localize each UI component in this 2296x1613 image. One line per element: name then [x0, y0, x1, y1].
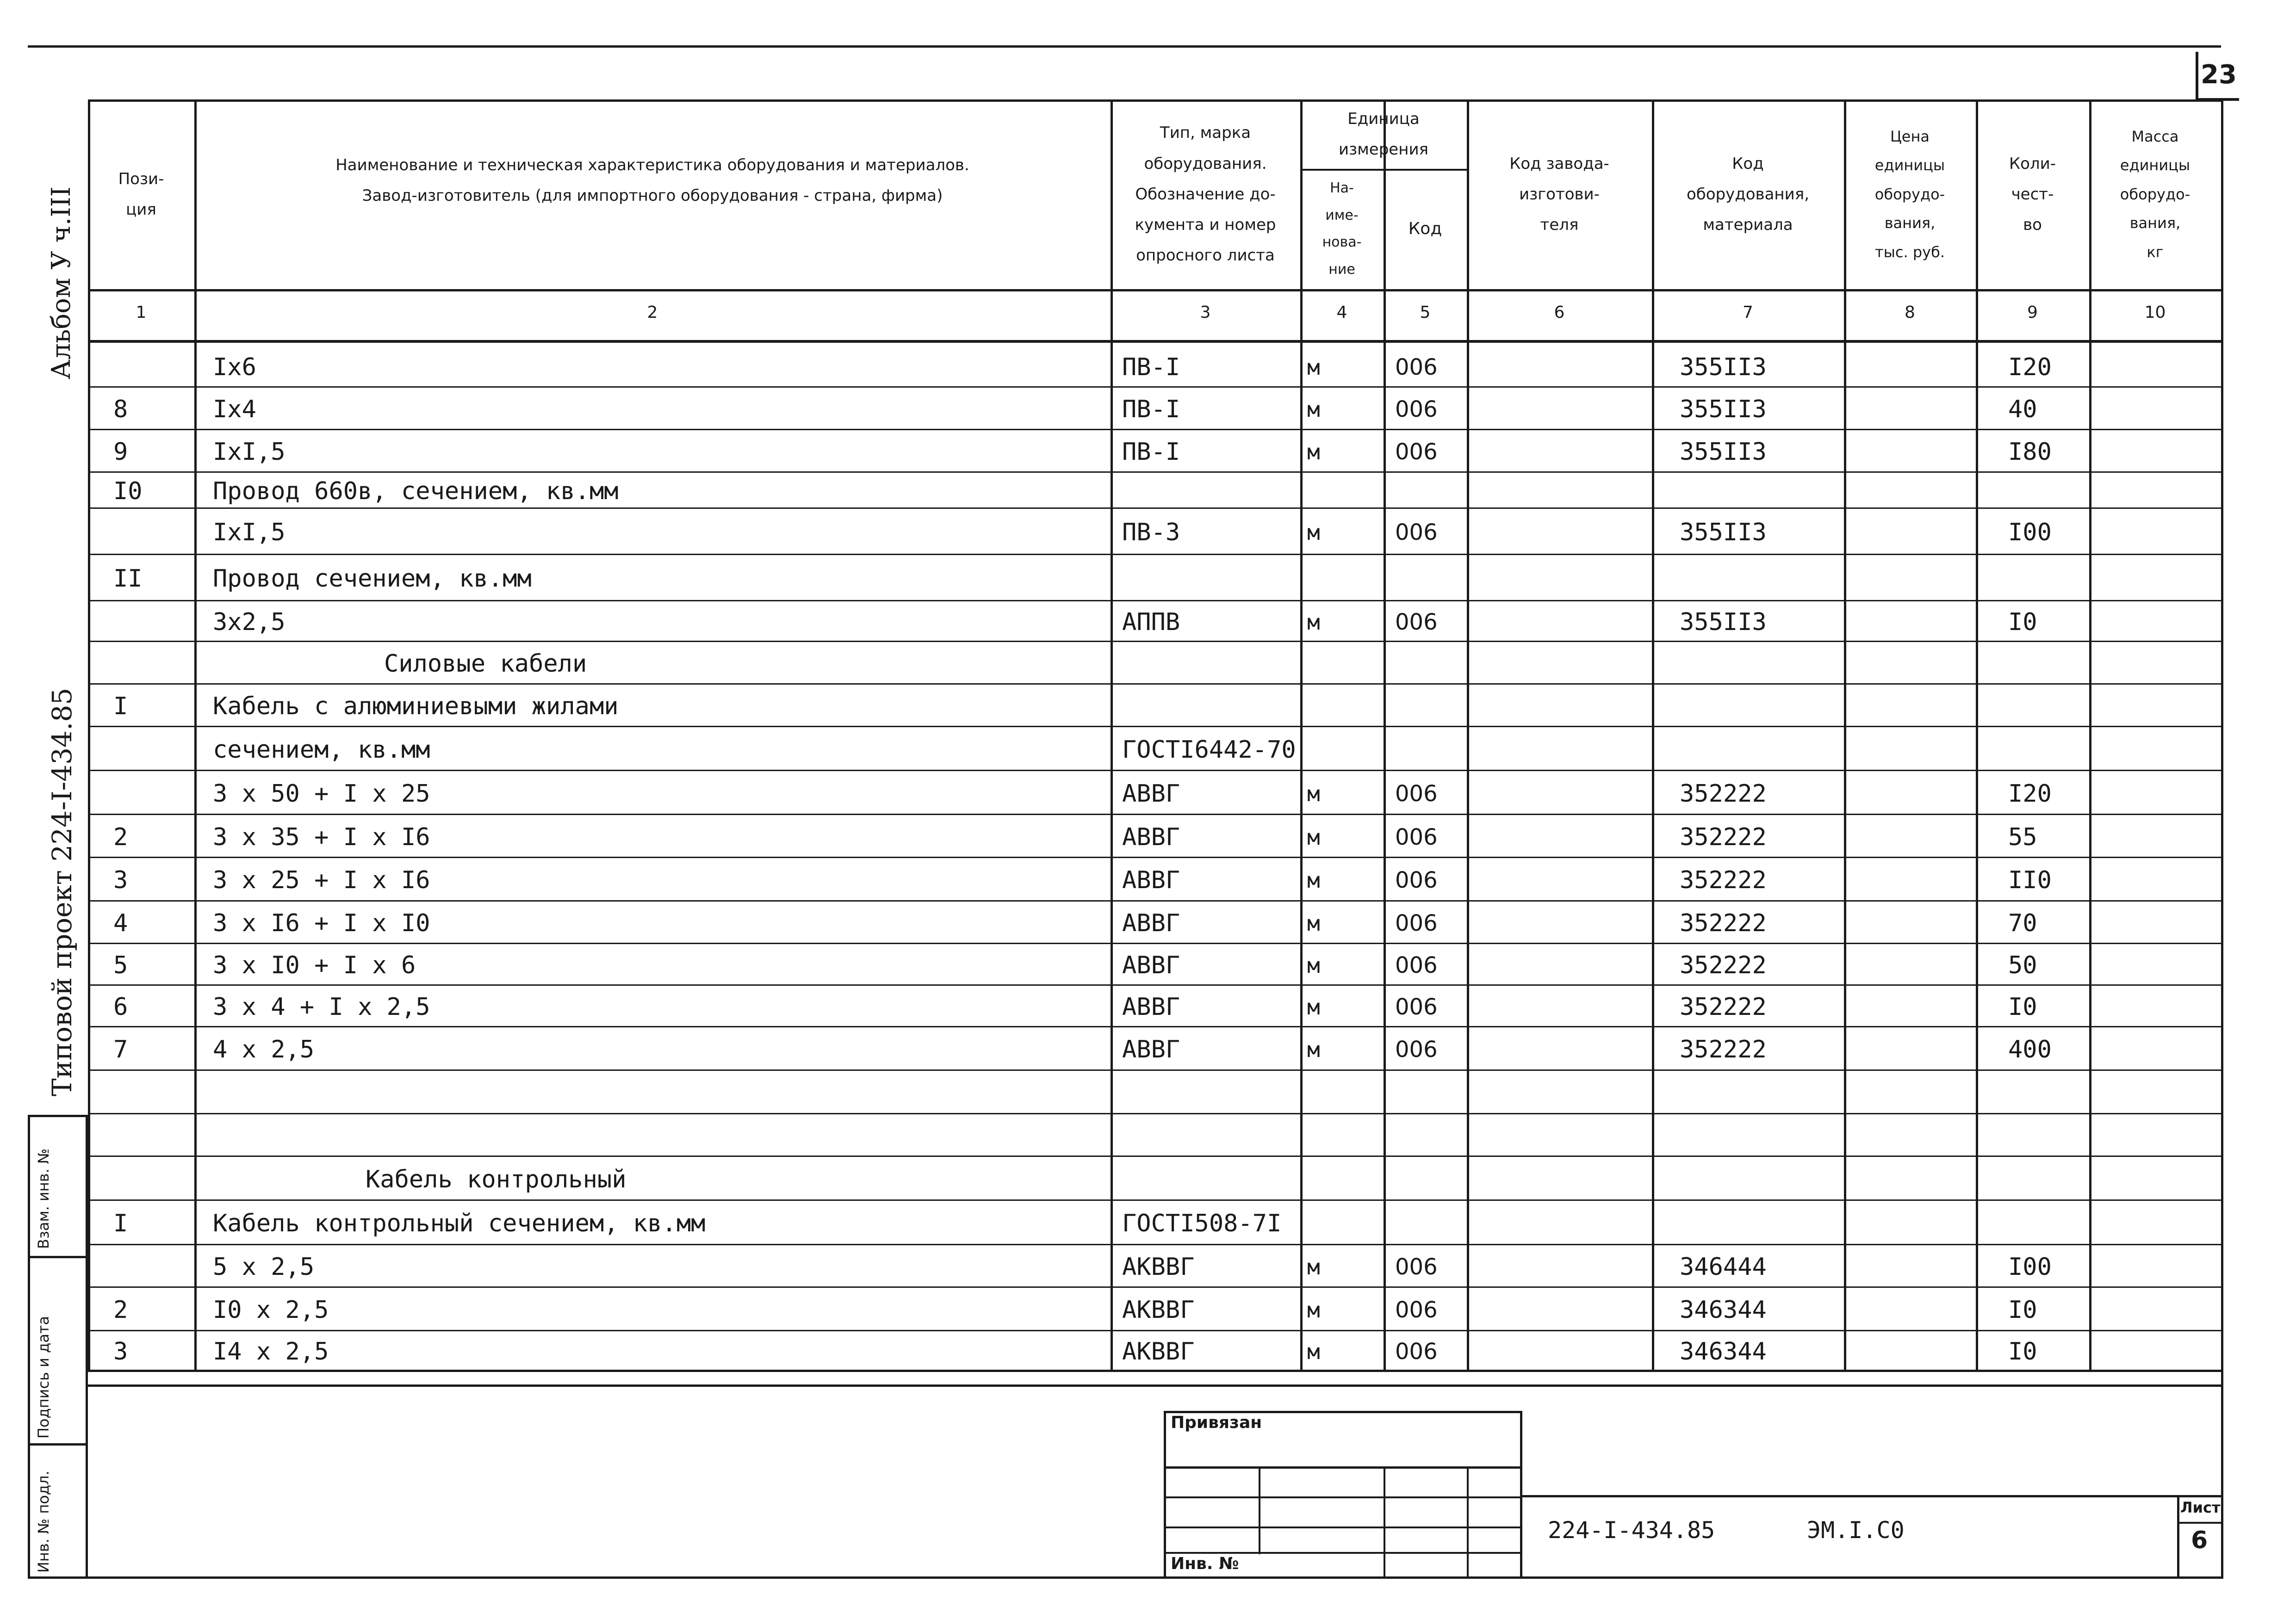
row-equip-code: 355II3 [1680, 608, 1767, 636]
sheet-box-sep [2177, 1522, 2223, 1524]
row-position: 3 [113, 1338, 128, 1366]
header-unit-name: На- име- нова- ние [1322, 180, 1362, 278]
numbers-bottom [88, 340, 2223, 343]
row-equip-code: 352222 [1680, 909, 1767, 937]
header-name: Наименование и техническая характеристика оборудования и материалов. Завод-изготовитель (для импортного оборудования - страна, фирма) [335, 155, 969, 205]
row-position: 8 [113, 396, 128, 423]
row-unit: м [1307, 1339, 1320, 1364]
row-qty: II0 [2008, 866, 2052, 894]
row-equip-code: 352222 [1680, 866, 1767, 894]
row-name: Ix6 [213, 353, 256, 381]
row-position: 6 [113, 993, 128, 1021]
row-type: АВВГ [1122, 1036, 1180, 1063]
row-position: 4 [113, 909, 128, 937]
row-equip-code: 352222 [1680, 779, 1767, 808]
row-name: IxI,5 [213, 438, 285, 466]
privyazan-col-1 [1259, 1466, 1260, 1554]
row-type: ГОСТI6442-70 [1122, 735, 1296, 764]
row-unit: м [1307, 520, 1320, 545]
header-unit-code: Код [1408, 219, 1442, 238]
row-type: АППВ [1122, 608, 1180, 636]
row-name: I4 x 2,5 [213, 1338, 329, 1366]
column-number: 1 [136, 303, 147, 322]
header-bottom [88, 289, 2223, 291]
row-position: 2 [113, 823, 128, 851]
row-unit-code: 006 [1395, 1297, 1438, 1323]
column-number: 9 [2027, 303, 2038, 322]
privyazan-label: Привязан [1171, 1413, 1262, 1432]
row-name: Провод сечением, кв.мм [213, 565, 532, 593]
row-qty: I0 [2008, 1338, 2037, 1366]
row-name: 3 x 35 + I x I6 [213, 823, 430, 851]
row-type: ПВ-I [1122, 438, 1180, 466]
row-qty: I0 [2008, 1296, 2037, 1324]
column-number: 3 [1200, 303, 1211, 322]
row-unit: м [1307, 1298, 1320, 1323]
row-name: IxI,5 [213, 519, 285, 546]
row-qty: I0 [2008, 608, 2037, 636]
row-equip-code: 355II3 [1680, 519, 1767, 546]
row-qty: I0 [2008, 993, 2037, 1021]
inv-label: Инв. № подл. [35, 1471, 52, 1573]
row-unit: м [1307, 439, 1320, 464]
header-position: Пози- ция [118, 169, 164, 219]
row-position: I [113, 692, 128, 720]
row-position: 2 [113, 1296, 128, 1324]
header-qty: Коли- чест- во [2009, 154, 2056, 235]
row-unit-code: 006 [1395, 519, 1438, 545]
row-equip-code: 352222 [1680, 952, 1767, 979]
column-number: 2 [647, 303, 658, 322]
row-position: II [113, 565, 143, 593]
privyazan-col-2 [1384, 1466, 1385, 1577]
stamp-top-outer [88, 1384, 2223, 1387]
row-unit-code: 006 [1395, 354, 1438, 380]
row-unit: м [1307, 868, 1320, 893]
row-unit-code: 006 [1395, 609, 1438, 635]
column-number: 10 [2144, 303, 2166, 322]
row-unit: м [1307, 355, 1320, 380]
row-type: АКВВГ [1122, 1338, 1195, 1366]
sheet-number: 6 [2191, 1526, 2208, 1554]
row-unit-code: 006 [1395, 1037, 1438, 1063]
row-qty: I00 [2008, 519, 2052, 546]
album-label: Альбом У ч.III [46, 186, 76, 379]
header-equip-code: Код оборудования, материала [1686, 154, 1810, 235]
row-equip-code: 352222 [1680, 1036, 1767, 1063]
row-name: 3 x 25 + I x I6 [213, 866, 430, 894]
row-name: Ix4 [213, 396, 256, 423]
row-type: ГОСТI508-7I [1122, 1210, 1282, 1237]
side-strip-sep-1 [28, 1115, 88, 1117]
row-qty: 400 [2008, 1036, 2052, 1063]
header-price: Цена единицы оборудо- вания, тыс. руб. [1874, 128, 1945, 261]
column-number: 4 [1336, 303, 1347, 322]
section-heading: Силовые кабели [384, 650, 587, 678]
row-unit-code: 006 [1395, 867, 1438, 893]
page-number: 23 [2196, 52, 2239, 101]
row-unit: м [1307, 781, 1320, 806]
inv-no-label: Инв. № [1171, 1554, 1239, 1573]
row-position: 7 [113, 1036, 128, 1063]
row-type: АВВГ [1122, 993, 1180, 1021]
sheet-box-left [2177, 1495, 2179, 1578]
project-label: Типовой проект 224-I-434.85 [46, 687, 78, 1096]
side-strip-sep-3 [28, 1443, 88, 1446]
top-rule [28, 45, 2221, 48]
row-equip-code: 355II3 [1680, 396, 1767, 423]
row-equip-code: 352222 [1680, 993, 1767, 1021]
row-unit-code: 006 [1395, 910, 1438, 936]
column-number: 5 [1420, 303, 1431, 322]
table-row [88, 1113, 2221, 1156]
row-equip-code: 355II3 [1680, 353, 1767, 381]
row-name: сечением, кв.мм [213, 735, 430, 764]
row-unit-code: 006 [1395, 780, 1438, 807]
table-bottom [88, 1370, 2221, 1372]
row-name: 3x2,5 [213, 608, 285, 636]
page-bottom [28, 1576, 2223, 1579]
row-unit-code: 006 [1395, 1254, 1438, 1280]
row-name: 3 x 50 + I x 25 [213, 779, 430, 808]
row-equip-code: 346444 [1680, 1253, 1767, 1281]
row-equip-code: 352222 [1680, 823, 1767, 851]
sheet-label: Лист [2180, 1499, 2221, 1516]
row-name: Кабель с алюминиевыми жилами [213, 692, 619, 720]
row-type: АВВГ [1122, 909, 1180, 937]
row-qty: I00 [2008, 1253, 2052, 1281]
row-qty: I80 [2008, 438, 2052, 466]
privyazan-col-3 [1467, 1466, 1469, 1577]
row-name: Кабель контрольный сечением, кв.мм [213, 1210, 706, 1237]
row-position: I0 [113, 477, 143, 505]
row-name: I0 x 2,5 [213, 1296, 329, 1324]
header-type: Тип, марка оборудования. Обозначение до- кумента и номер опросного листа [1135, 124, 1276, 265]
row-unit-code: 006 [1395, 396, 1438, 422]
row-position: I [113, 1210, 128, 1237]
row-name: Провод 660в, сечением, кв.мм [213, 477, 619, 505]
row-unit: м [1307, 610, 1320, 635]
row-type: ПВ-I [1122, 353, 1180, 381]
row-qty: 40 [2008, 396, 2037, 423]
row-equip-code: 346344 [1680, 1296, 1767, 1324]
row-qty: 70 [2008, 909, 2037, 937]
row-unit: м [1307, 953, 1320, 978]
doc-code: 224-I-434.85 [1548, 1517, 1715, 1544]
row-position: 9 [113, 438, 128, 466]
row-type: АВВГ [1122, 823, 1180, 851]
row-name: 3 x I0 + I x 6 [213, 952, 416, 979]
row-unit-code: 006 [1395, 1339, 1438, 1365]
row-unit: м [1307, 824, 1320, 850]
row-type: АКВВГ [1122, 1296, 1195, 1324]
row-type: ПВ-I [1122, 396, 1180, 423]
row-name: 5 x 2,5 [213, 1253, 315, 1281]
podpis-label: Подпись и дата [35, 1316, 52, 1439]
doc-mark: ЭМ.I.С0 [1807, 1517, 1905, 1544]
row-qty: I20 [2008, 353, 2052, 381]
column-number: 6 [1554, 303, 1565, 322]
row-qty: 55 [2008, 823, 2037, 851]
header-maker-code: Код завода- изготови- теля [1509, 154, 1609, 235]
column-number: 8 [1905, 303, 1915, 322]
row-equip-code: 346344 [1680, 1338, 1767, 1366]
row-type: АВВГ [1122, 952, 1180, 979]
stamp-right-border [2221, 1384, 2223, 1579]
vzam-label: Взам. инв. № [35, 1148, 52, 1249]
side-strip-sep-2 [28, 1256, 88, 1258]
row-unit: м [1307, 911, 1320, 936]
row-type: ПВ-3 [1122, 519, 1180, 546]
row-name: 4 x 2,5 [213, 1036, 315, 1063]
row-name: 3 x I6 + I x I0 [213, 909, 430, 937]
row-type: АВВГ [1122, 779, 1180, 808]
row-position: 5 [113, 952, 128, 979]
column-number: 7 [1743, 303, 1753, 322]
side-strip-outer [28, 1115, 30, 1577]
table-row [88, 1069, 2221, 1113]
header-unit-group: Единица измерения [1338, 109, 1429, 159]
row-position: 3 [113, 866, 128, 894]
header-mass: Масса единицы оборудо- вания, кг [2120, 128, 2191, 261]
row-type: АКВВГ [1122, 1253, 1195, 1281]
row-equip-code: 355II3 [1680, 438, 1767, 466]
row-unit: м [1307, 1037, 1320, 1062]
row-type: АВВГ [1122, 866, 1180, 894]
section-heading: Кабель контрольный [366, 1165, 627, 1193]
row-unit: м [1307, 1255, 1320, 1279]
row-unit-code: 006 [1395, 994, 1438, 1020]
row-qty: I20 [2008, 779, 2052, 808]
row-unit: м [1307, 995, 1320, 1020]
row-unit-code: 006 [1395, 439, 1438, 465]
row-name: 3 x 4 + I x 2,5 [213, 993, 430, 1021]
col-line [2221, 99, 2223, 1384]
row-unit-code: 006 [1395, 824, 1438, 850]
row-unit-code: 006 [1395, 952, 1438, 978]
doc-box-top [1522, 1495, 2223, 1497]
row-qty: 50 [2008, 952, 2037, 979]
row-unit: м [1307, 397, 1320, 422]
